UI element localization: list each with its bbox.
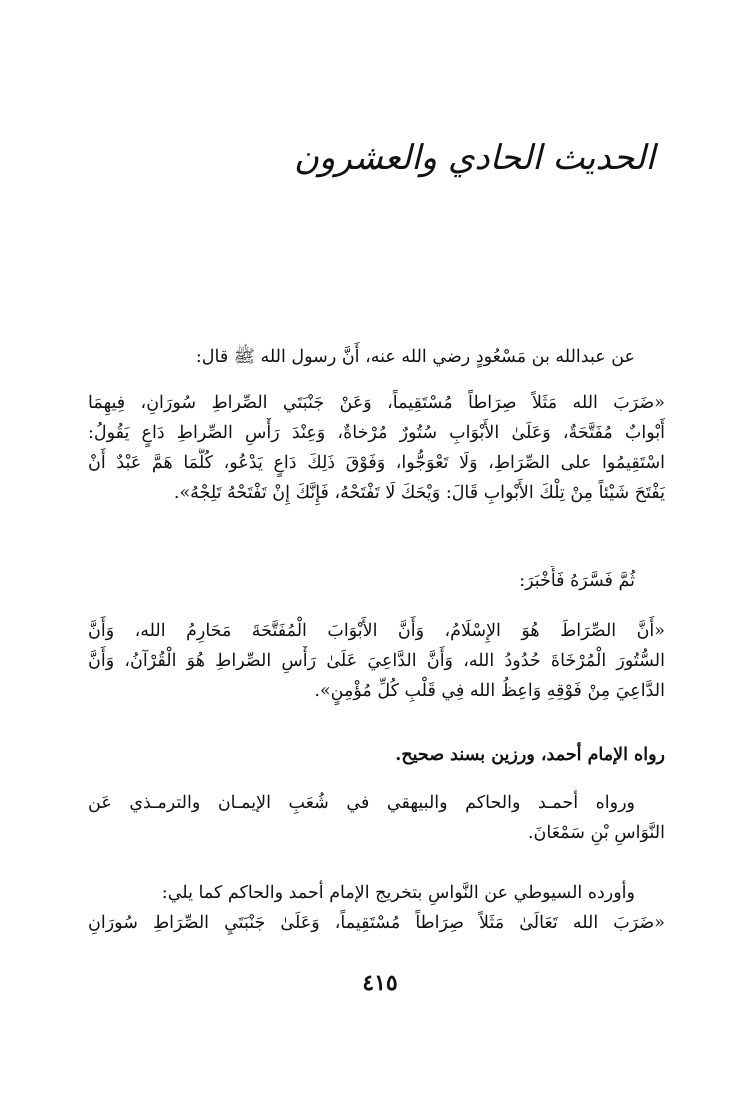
paragraph-explanation-intro [88, 566, 665, 596]
page-number: ٤١٥ [362, 970, 398, 996]
text-line: الدَّاعِيَ مِنْ فَوْقِهِ وَاعِظُ الله فِي قَلْبِ كُلِّ مُؤْمِنٍ». [314, 681, 665, 701]
text-line: النَّوَاسِ بْنِ سَمْعَانَ. [527, 823, 665, 843]
paragraph-intro [88, 342, 665, 372]
paragraph-hadith [88, 388, 665, 508]
text-line: السُّتُورَ الْمُرْخَاةَ حُدُودُ الله، وَأَنَّ الدَّاعِيَ عَلَىٰ رَأْسِ الصِّراطِ هُوَ الْقُرْآنُ، وَأَنَّ [88, 651, 665, 671]
chapter-title: الحديث الحادي والعشرون [293, 138, 655, 178]
paragraph-explanation [88, 616, 665, 706]
text-line: «ضَرَبَ الله مَثَلاً صِرَاطاً مُسْتَقِيماً، وَعَنْ جَنْبَتَي الصِّراطِ سُورَانِ، فِيهِمَا [88, 393, 665, 413]
text-line: «ضَرَبَ الله تَعَالَىٰ مَثَلاً صِرَاطاً مُسْتَقِيماً، وَعَلَىٰ جَنْبَتَيِ الصِّرَاطِ سُورَانِ [88, 913, 665, 933]
text-line: ثُمَّ فَسَّرَهُ فَأَخْبَرَ: [519, 571, 635, 591]
text-line: يَفْتَحَ شَيْئاً مِنْ تِلْكَ الأَبْوابِ قَالَ: وَيْحَكَ لَا تَفْتَحْهُ، فَإِنَّكَ إِنْ تَفْتَحْهُ تَلِجْهُ». [173, 483, 665, 503]
text-line: رواه الإمام أحمد، ورزين بسند صحيح. [395, 745, 665, 765]
text-line: «أَنَّ الصِّرَاطَ هُوَ الإِسْلَامُ، وَأَنَّ الأَبْوَابَ الْمُفَتَّحَةَ مَحَارِمُ الله، وَأَنَّ [88, 621, 665, 641]
text-line: ورواه أحمـد والحاكم والبيهقي في شُعَبِ الإيمـان والترمـذي عَن [88, 793, 635, 813]
text-line: عن عبدالله بن مَسْعُودٍ رضي الله عنه، أَنَّ رسول الله ﷺ قال: [195, 347, 635, 367]
paragraph-narrators [88, 788, 665, 848]
paragraph-suyuti [88, 878, 665, 938]
text-line: اسْتَقِيمُوا على الصِّرَاطِ، وَلَا تَعْوَجُّوا، وَفَوْقَ ذَلِكَ دَاعٍ يَدْعُو، كُلَّمَا هَمَّ عَبْدٌ أَنْ [88, 453, 665, 473]
text-line: أَبْوابٌ مُفَتَّحَةٌ، وَعَلَىٰ الأَبْوَابِ سُتُورٌ مُرْخاةٌ، وَعِنْدَ رَأْسِ الصِّراطِ دَاعٍ يَقُولُ: [88, 423, 665, 443]
text-line: وأورده السيوطي عن النَّواسِ بتخريج الإمام أحمد والحاكم كما يلي: [161, 883, 635, 903]
paragraph-source [88, 740, 665, 770]
